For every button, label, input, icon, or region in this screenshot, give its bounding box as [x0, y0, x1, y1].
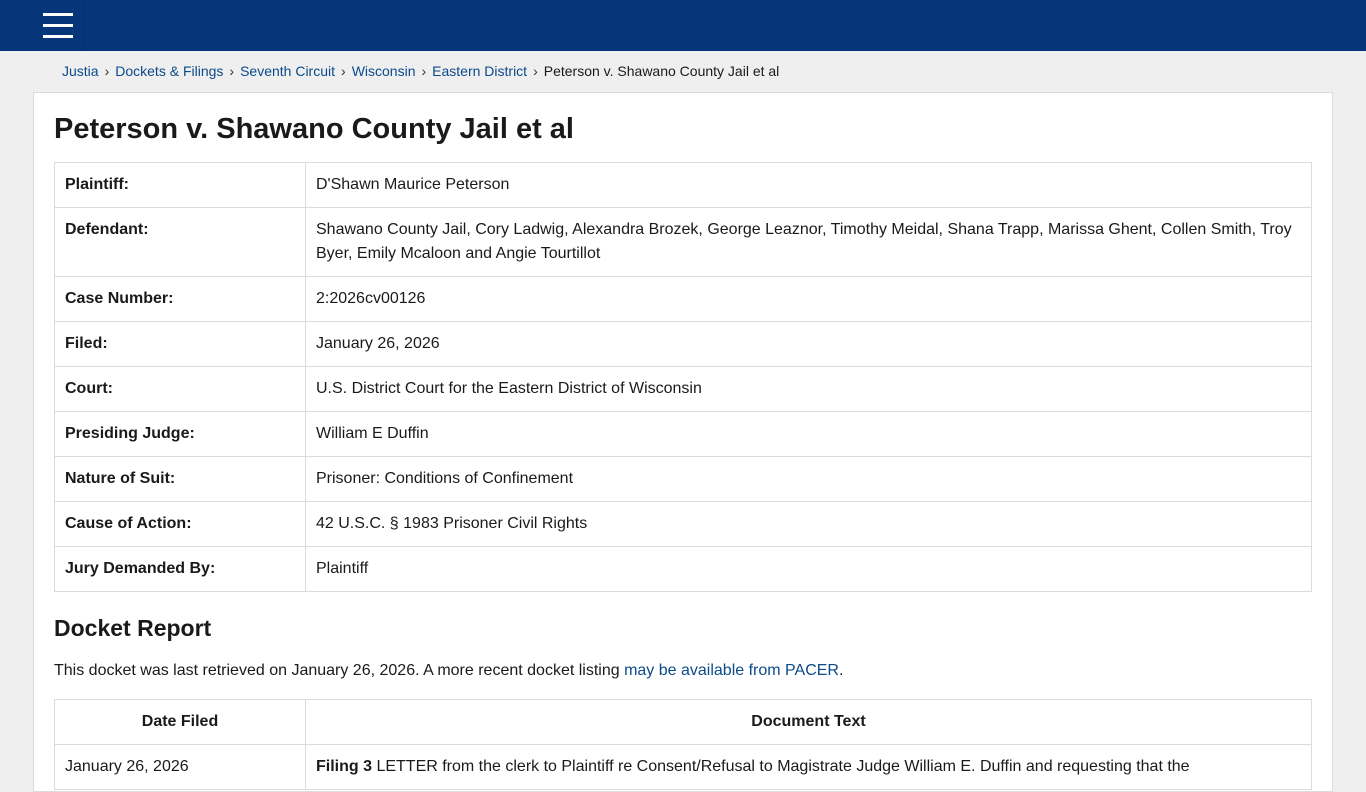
case-info-label: Presiding Judge: — [55, 412, 306, 457]
breadcrumb-separator: › — [341, 63, 346, 79]
case-info-value: William E Duffin — [306, 412, 1312, 457]
docket-table-row — [55, 745, 1312, 790]
breadcrumb-separator: › — [229, 63, 235, 79]
case-info-value: 42 U.S.C. § 1983 Prisoner Civil Rights — [306, 502, 1312, 547]
hamburger-menu-icon-bar — [43, 24, 73, 27]
case-info-value: Shawano County Jail, Cory Ladwig, Alexandra Brozek, George Leaznor, Timothy Meidal, Shana Trapp, Marissa Ghent, Collen Smith, Troy Byer, Emily Mcaloon and Angie Tourtillot — [306, 208, 1312, 277]
case-info-value: D'Shawn Maurice Peterson — [306, 163, 1312, 208]
breadcrumb-link-eastern-district[interactable]: Eastern District — [432, 63, 528, 79]
case-info-value: January 26, 2026 — [306, 322, 1312, 367]
docket-table-header-row — [55, 700, 1312, 745]
docket-column-date-filed: Date Filed — [55, 700, 306, 745]
docket-column-document-text: Document Text — [306, 700, 1312, 745]
case-info-table — [54, 162, 1312, 592]
case-info-row-jury-demanded-by — [55, 547, 1312, 592]
case-info-value: U.S. District Court for the Eastern District of Wisconsin — [306, 367, 1312, 412]
docket-report-heading: Docket Report — [54, 615, 212, 641]
case-info-label: Defendant: — [55, 208, 306, 277]
case-info-row-case-number — [55, 277, 1312, 322]
case-info-value: Plaintiff — [306, 547, 1312, 592]
case-info-label: Cause of Action: — [55, 502, 306, 547]
case-info-row-filed — [55, 322, 1312, 367]
breadcrumb — [62, 62, 779, 80]
case-card — [33, 92, 1333, 792]
case-info-value: 2:2026cv00126 — [306, 277, 1312, 322]
docket-table — [54, 699, 1312, 790]
top-navigation-bar — [0, 0, 1366, 51]
pacer-link[interactable]: may be available from PACER — [624, 662, 839, 679]
case-info-label: Jury Demanded By: — [55, 547, 306, 592]
breadcrumb-current: Peterson v. Shawano County Jail et al — [543, 63, 780, 79]
breadcrumb-separator: › — [104, 63, 110, 79]
case-info-label: Plaintiff: — [55, 163, 306, 208]
hamburger-menu-icon-bar — [43, 35, 73, 38]
case-info-row-plaintiff — [55, 163, 1312, 208]
docket-retrieved-notice — [54, 661, 843, 681]
breadcrumb-link-wisconsin[interactable]: Wisconsin — [351, 63, 416, 79]
breadcrumb-link-dockets-filings[interactable]: Dockets & Filings — [115, 63, 224, 79]
page-title: Peterson v. Shawano County Jail et al — [54, 113, 574, 145]
menu-button[interactable] — [0, 0, 84, 51]
case-info-row-presiding-judge — [55, 412, 1312, 457]
docket-entry-text: LETTER from the clerk to Plaintiff re Consent/Refusal to Magistrate Judge William E. Duffin and requesting that the — [372, 758, 1190, 775]
breadcrumb-link-justia[interactable]: Justia — [62, 63, 99, 79]
case-info-row-court — [55, 367, 1312, 412]
docket-retrieved-suffix: . — [838, 662, 844, 679]
breadcrumb-separator: › — [421, 63, 427, 79]
docket-entry-text-cell — [306, 745, 1312, 790]
case-info-label: Filed: — [55, 322, 306, 367]
docket-entry-date: January 26, 2026 — [55, 745, 306, 790]
case-info-label: Court: — [55, 367, 306, 412]
case-info-value: Prisoner: Conditions of Confinement — [306, 457, 1312, 502]
hamburger-menu-icon — [43, 13, 73, 16]
case-info-row-cause-of-action — [55, 502, 1312, 547]
case-info-label: Nature of Suit: — [55, 457, 306, 502]
breadcrumb-separator: › — [533, 63, 538, 79]
docket-retrieved-text: This docket was last retrieved on January 26, 2026. A more recent docket listing — [54, 662, 625, 679]
case-info-label: Case Number: — [55, 277, 306, 322]
docket-entry-filing-link[interactable]: Filing 3 — [316, 758, 372, 775]
case-info-row-nature-of-suit — [55, 457, 1312, 502]
breadcrumb-link-seventh-circuit[interactable]: Seventh Circuit — [240, 63, 336, 79]
case-info-row-defendant — [55, 208, 1312, 277]
